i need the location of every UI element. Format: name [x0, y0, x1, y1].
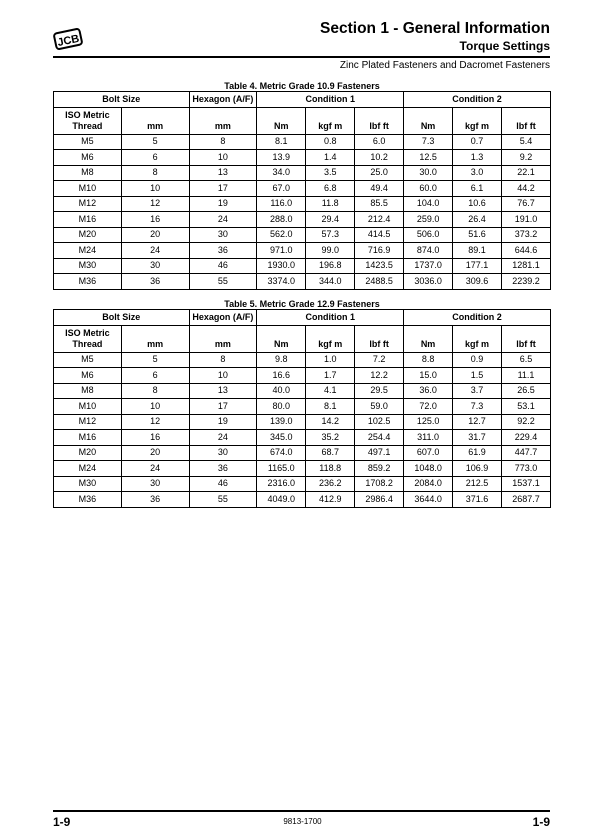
- jcb-logo-icon: [53, 26, 83, 52]
- table-cell: 8: [189, 352, 257, 368]
- table-row: [54, 243, 551, 259]
- table-cell: M20: [54, 445, 122, 461]
- group-header-cell: Bolt Size: [54, 92, 190, 108]
- table-row: [54, 165, 551, 181]
- column-header-cell: lbf ft: [355, 325, 404, 352]
- table-cell: M8: [54, 165, 122, 181]
- table-cell: 497.1: [355, 445, 404, 461]
- table-cell: 3.0: [453, 165, 502, 181]
- column-header-row: [54, 325, 551, 352]
- table-row: [54, 414, 551, 430]
- table-cell: 26.5: [501, 383, 550, 399]
- table-cell: 5.4: [501, 134, 550, 150]
- table-cell: 51.6: [453, 227, 502, 243]
- page-title: Section 1 - General Information: [320, 20, 550, 37]
- table-cell: M12: [54, 196, 122, 212]
- table-cell: 11.1: [501, 368, 550, 384]
- table-cell: 716.9: [355, 243, 404, 259]
- table-cell: 11.8: [306, 196, 355, 212]
- table-cell: 1.4: [306, 150, 355, 166]
- table-row: [54, 399, 551, 415]
- table-cell: 53.1: [501, 399, 550, 415]
- table-cell: 7.3: [404, 134, 453, 150]
- table-cell: 12: [121, 196, 189, 212]
- column-header-cell: mm: [189, 325, 257, 352]
- table-cell: 89.1: [453, 243, 502, 259]
- table-cell: M30: [54, 258, 122, 274]
- group-header-row: [54, 310, 551, 326]
- table-cell: 3374.0: [257, 274, 306, 290]
- table-cell: 17: [189, 181, 257, 197]
- table-cell: 0.7: [453, 134, 502, 150]
- table-cell: 8: [121, 165, 189, 181]
- column-header-cell: Nm: [257, 107, 306, 134]
- table-cell: 99.0: [306, 243, 355, 259]
- table-cell: 259.0: [404, 212, 453, 228]
- table-cell: 9.8: [257, 352, 306, 368]
- table-cell: 2986.4: [355, 492, 404, 508]
- table-cell: 57.3: [306, 227, 355, 243]
- table-cell: 10: [189, 150, 257, 166]
- table-row: [54, 383, 551, 399]
- table-cell: 36: [121, 274, 189, 290]
- table-cell: 1537.1: [501, 476, 550, 492]
- table-cell: 8.1: [306, 399, 355, 415]
- table-cell: 4049.0: [257, 492, 306, 508]
- table-cell: 30: [189, 227, 257, 243]
- table-cell: 6: [121, 368, 189, 384]
- header-rule: [53, 56, 550, 58]
- table-cell: 36: [189, 243, 257, 259]
- table-cell: 17: [189, 399, 257, 415]
- table-cell: 125.0: [404, 414, 453, 430]
- table-cell: 10: [121, 181, 189, 197]
- table-cell: 177.1: [453, 258, 502, 274]
- table-cell: 49.4: [355, 181, 404, 197]
- table-cell: 6.5: [501, 352, 550, 368]
- group-header-cell: Hexagon (A/F): [189, 310, 257, 326]
- table-cell: M24: [54, 461, 122, 477]
- table-cell: 4.1: [306, 383, 355, 399]
- table-cell: 55: [189, 492, 257, 508]
- table-cell: M20: [54, 227, 122, 243]
- table-cell: 212.4: [355, 212, 404, 228]
- table-cell: 29.4: [306, 212, 355, 228]
- table-4: [53, 91, 551, 290]
- table-cell: 506.0: [404, 227, 453, 243]
- table-cell: 5: [121, 352, 189, 368]
- table-cell: 31.7: [453, 430, 502, 446]
- table-row: [54, 258, 551, 274]
- table-cell: 26.4: [453, 212, 502, 228]
- table-row: [54, 212, 551, 228]
- table-cell: 447.7: [501, 445, 550, 461]
- table-cell: 373.2: [501, 227, 550, 243]
- table-cell: 61.9: [453, 445, 502, 461]
- table-cell: 607.0: [404, 445, 453, 461]
- table-row: [54, 445, 551, 461]
- table-cell: 644.6: [501, 243, 550, 259]
- column-header-cell: mm: [121, 107, 189, 134]
- column-header-cell: Nm: [404, 107, 453, 134]
- table-cell: 85.5: [355, 196, 404, 212]
- table-cell: M30: [54, 476, 122, 492]
- table-cell: 80.0: [257, 399, 306, 415]
- table-cell: 1737.0: [404, 258, 453, 274]
- table-cell: 10.2: [355, 150, 404, 166]
- table-cell: 345.0: [257, 430, 306, 446]
- table-cell: 288.0: [257, 212, 306, 228]
- table-cell: M8: [54, 383, 122, 399]
- table-cell: 0.9: [453, 352, 502, 368]
- table-cell: 254.4: [355, 430, 404, 446]
- table-cell: 3036.0: [404, 274, 453, 290]
- table-cell: 139.0: [257, 414, 306, 430]
- table-cell: 67.0: [257, 181, 306, 197]
- table-cell: 15.0: [404, 368, 453, 384]
- table-cell: 72.0: [404, 399, 453, 415]
- table-cell: 2084.0: [404, 476, 453, 492]
- table-cell: 371.6: [453, 492, 502, 508]
- table-cell: 104.0: [404, 196, 453, 212]
- table-cell: 311.0: [404, 430, 453, 446]
- group-header-cell: Condition 2: [404, 92, 551, 108]
- table-row: [54, 368, 551, 384]
- table-cell: 76.7: [501, 196, 550, 212]
- table-cell: 36: [189, 461, 257, 477]
- table-cell: 6.8: [306, 181, 355, 197]
- table-cell: M5: [54, 352, 122, 368]
- table-cell: 971.0: [257, 243, 306, 259]
- table-cell: 36.0: [404, 383, 453, 399]
- table-cell: 859.2: [355, 461, 404, 477]
- table-cell: 7.2: [355, 352, 404, 368]
- column-header-cell: lbf ft: [501, 325, 550, 352]
- table-cell: 6.0: [355, 134, 404, 150]
- table-cell: 16: [121, 430, 189, 446]
- table-cell: 24: [189, 212, 257, 228]
- table-cell: 8: [189, 134, 257, 150]
- table-row: [54, 150, 551, 166]
- table-4-caption: Table 4. Metric Grade 10.9 Fasteners: [224, 81, 380, 91]
- table-cell: 24: [189, 430, 257, 446]
- table-cell: 14.2: [306, 414, 355, 430]
- table-cell: 35.2: [306, 430, 355, 446]
- group-header-row: [54, 92, 551, 108]
- table-cell: 2239.2: [501, 274, 550, 290]
- table-cell: 2316.0: [257, 476, 306, 492]
- table-cell: 1281.1: [501, 258, 550, 274]
- table-cell: 0.8: [306, 134, 355, 150]
- table-cell: M36: [54, 492, 122, 508]
- table-cell: 30: [189, 445, 257, 461]
- table-cell: M10: [54, 181, 122, 197]
- table-cell: 344.0: [306, 274, 355, 290]
- table-cell: 8.8: [404, 352, 453, 368]
- group-header-cell: Bolt Size: [54, 310, 190, 326]
- table-row: [54, 430, 551, 446]
- column-header-cell: kgf m: [306, 325, 355, 352]
- table-5-caption: Table 5. Metric Grade 12.9 Fasteners: [224, 299, 380, 309]
- table-cell: 60.0: [404, 181, 453, 197]
- table-cell: 1708.2: [355, 476, 404, 492]
- table-cell: 40.0: [257, 383, 306, 399]
- table-cell: 1048.0: [404, 461, 453, 477]
- table-cell: 118.8: [306, 461, 355, 477]
- table-cell: 12.5: [404, 150, 453, 166]
- column-header-cell: mm: [189, 107, 257, 134]
- table-cell: 12.2: [355, 368, 404, 384]
- table-cell: M16: [54, 430, 122, 446]
- column-header-cell: ISO Metric Thread: [54, 107, 122, 134]
- table-cell: 116.0: [257, 196, 306, 212]
- table-cell: 674.0: [257, 445, 306, 461]
- table-cell: 309.6: [453, 274, 502, 290]
- table-row: [54, 196, 551, 212]
- table-cell: 1.0: [306, 352, 355, 368]
- table-row: [54, 227, 551, 243]
- table-5: [53, 309, 551, 508]
- table-row: [54, 492, 551, 508]
- table-cell: 102.5: [355, 414, 404, 430]
- table-cell: 46: [189, 258, 257, 274]
- table-cell: 191.0: [501, 212, 550, 228]
- table-cell: M6: [54, 150, 122, 166]
- table-row: [54, 134, 551, 150]
- table-cell: 29.5: [355, 383, 404, 399]
- group-header-cell: Hexagon (A/F): [189, 92, 257, 108]
- table-row: [54, 181, 551, 197]
- table-cell: 1423.5: [355, 258, 404, 274]
- column-header-cell: lbf ft: [355, 107, 404, 134]
- table-cell: 30: [121, 258, 189, 274]
- table-cell: 55: [189, 274, 257, 290]
- table-cell: 2488.5: [355, 274, 404, 290]
- table-cell: 13.9: [257, 150, 306, 166]
- table-cell: 7.3: [453, 399, 502, 415]
- table-cell: 6: [121, 150, 189, 166]
- table-cell: 30.0: [404, 165, 453, 181]
- table-cell: 3644.0: [404, 492, 453, 508]
- table-row: [54, 461, 551, 477]
- table-cell: 9.2: [501, 150, 550, 166]
- table-cell: 16.6: [257, 368, 306, 384]
- table-cell: 16: [121, 212, 189, 228]
- table-cell: 8: [121, 383, 189, 399]
- table-cell: 412.9: [306, 492, 355, 508]
- table-cell: 3.7: [453, 383, 502, 399]
- table-cell: 562.0: [257, 227, 306, 243]
- table-cell: 13: [189, 383, 257, 399]
- table-cell: 2687.7: [501, 492, 550, 508]
- table-cell: 212.5: [453, 476, 502, 492]
- table-cell: 1.3: [453, 150, 502, 166]
- table-cell: 10: [121, 399, 189, 415]
- table-cell: 106.9: [453, 461, 502, 477]
- table-cell: M24: [54, 243, 122, 259]
- table-cell: 19: [189, 196, 257, 212]
- table-cell: 24: [121, 243, 189, 259]
- table-cell: M6: [54, 368, 122, 384]
- table-cell: 5: [121, 134, 189, 150]
- svg-text:JCB: JCB: [56, 32, 81, 50]
- table-cell: 236.2: [306, 476, 355, 492]
- table-cell: 13: [189, 165, 257, 181]
- table-cell: 229.4: [501, 430, 550, 446]
- column-header-row: [54, 107, 551, 134]
- table-cell: M5: [54, 134, 122, 150]
- column-header-cell: Nm: [257, 325, 306, 352]
- column-header-cell: Nm: [404, 325, 453, 352]
- table-cell: 20: [121, 445, 189, 461]
- table-cell: 36: [121, 492, 189, 508]
- table-cell: 196.8: [306, 258, 355, 274]
- table-cell: 22.1: [501, 165, 550, 181]
- table-cell: 34.0: [257, 165, 306, 181]
- table-cell: 92.2: [501, 414, 550, 430]
- table-cell: 46: [189, 476, 257, 492]
- table-cell: 68.7: [306, 445, 355, 461]
- table-cell: 30: [121, 476, 189, 492]
- column-header-cell: ISO Metric Thread: [54, 325, 122, 352]
- page-number-left: 1-9: [53, 815, 71, 829]
- table-cell: 6.1: [453, 181, 502, 197]
- document-number: 9813-1700: [283, 817, 322, 826]
- table-row: [54, 476, 551, 492]
- group-header-cell: Condition 2: [404, 310, 551, 326]
- table-cell: 773.0: [501, 461, 550, 477]
- group-header-cell: Condition 1: [257, 92, 404, 108]
- page-number-right: 1-9: [532, 815, 550, 829]
- table-cell: 12: [121, 414, 189, 430]
- table-cell: M12: [54, 414, 122, 430]
- table-cell: M36: [54, 274, 122, 290]
- table-cell: 12.7: [453, 414, 502, 430]
- table-cell: 8.1: [257, 134, 306, 150]
- table-cell: M16: [54, 212, 122, 228]
- column-header-cell: lbf ft: [501, 107, 550, 134]
- table-cell: 44.2: [501, 181, 550, 197]
- footer-rule: [53, 810, 550, 812]
- table-cell: 3.5: [306, 165, 355, 181]
- section-note: Zinc Plated Fasteners and Dacromet Fasteners: [339, 60, 550, 71]
- table-cell: 24: [121, 461, 189, 477]
- table-cell: 25.0: [355, 165, 404, 181]
- column-header-cell: kgf m: [306, 107, 355, 134]
- table-cell: 19: [189, 414, 257, 430]
- table-cell: 20: [121, 227, 189, 243]
- table-cell: 874.0: [404, 243, 453, 259]
- table-cell: 10: [189, 368, 257, 384]
- column-header-cell: kgf m: [453, 107, 502, 134]
- table-cell: 10.6: [453, 196, 502, 212]
- table-row: [54, 352, 551, 368]
- table-cell: M10: [54, 399, 122, 415]
- page-subtitle: Torque Settings: [459, 39, 550, 53]
- table-row: [54, 274, 551, 290]
- table-cell: 1165.0: [257, 461, 306, 477]
- table-cell: 1.7: [306, 368, 355, 384]
- table-cell: 1930.0: [257, 258, 306, 274]
- table-cell: 414.5: [355, 227, 404, 243]
- table-cell: 59.0: [355, 399, 404, 415]
- column-header-cell: kgf m: [453, 325, 502, 352]
- column-header-cell: mm: [121, 325, 189, 352]
- table-cell: 1.5: [453, 368, 502, 384]
- group-header-cell: Condition 1: [257, 310, 404, 326]
